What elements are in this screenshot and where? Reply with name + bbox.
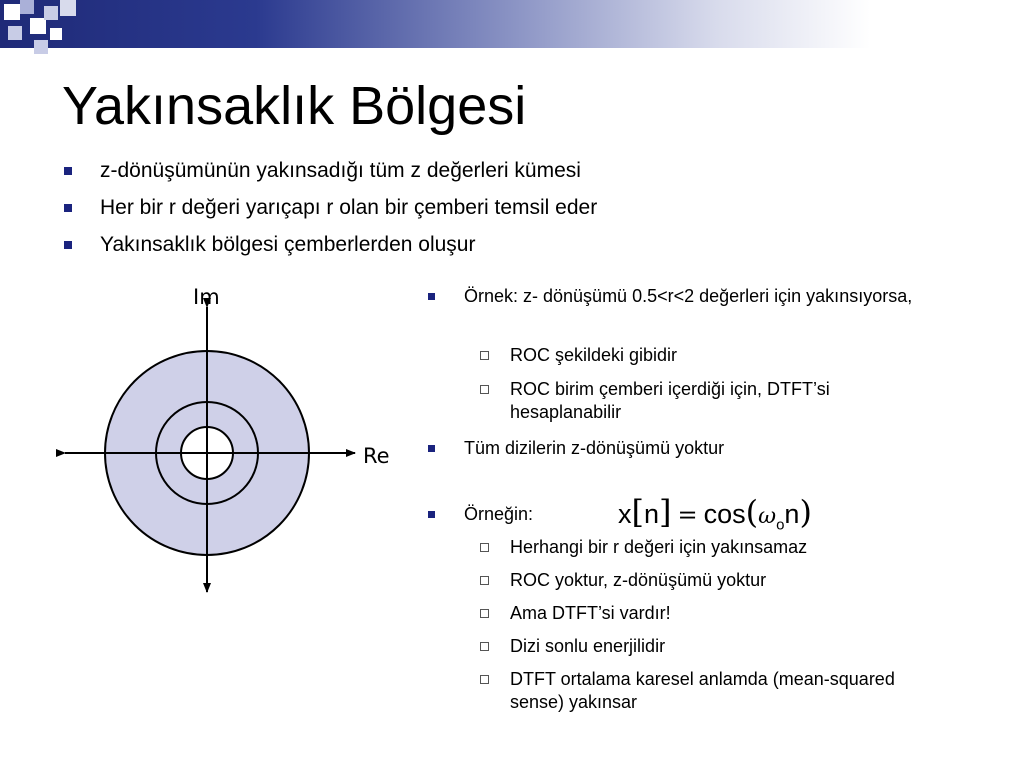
bullet-text: ROC yoktur, z-dönüşümü yoktur xyxy=(510,570,767,590)
square-bullet-icon xyxy=(428,511,435,518)
formula-func: cos xyxy=(703,499,746,529)
bullet-item xyxy=(62,195,597,232)
formula-subscript: o xyxy=(776,516,785,534)
bullet-item xyxy=(62,158,597,195)
formula-arg: n xyxy=(784,499,800,529)
formula-open-paren: ( xyxy=(745,493,759,531)
formula-var: n xyxy=(643,499,660,529)
hollow-square-bullet-icon xyxy=(480,609,489,618)
sub-bullet-item xyxy=(428,668,930,714)
bullet-text: Dizi sonlu enerjilidir xyxy=(510,636,666,656)
square-bullet-icon xyxy=(64,204,72,212)
sub-bullet-item xyxy=(428,378,930,424)
formula-close-bracket: ] xyxy=(659,493,672,531)
bullet-text: Örnek: z- dönüşümü 0.5<r<2 değerleri için yakınsıyorsa, xyxy=(464,286,913,306)
im-axis-label: Im xyxy=(193,285,220,309)
bullet-item xyxy=(428,437,924,460)
hollow-square-bullet-icon xyxy=(480,385,489,394)
bullet-text: DTFT ortalama karesel anlamda (mean-squared sense) yakınsar xyxy=(510,669,895,712)
hollow-square-bullet-icon xyxy=(480,642,489,651)
sub-bullet-item xyxy=(428,635,930,658)
hollow-square-bullet-icon xyxy=(480,351,489,360)
bullet-item xyxy=(62,232,597,269)
main-bullet-list xyxy=(62,158,597,269)
slide-title: Yakınsaklık Bölgesi xyxy=(62,76,527,136)
formula-equals: = xyxy=(677,501,698,529)
bullet-text: Herhangi bir r değeri için yakınsamaz xyxy=(510,537,808,557)
bullet-text: Yakınsaklık bölgesi çemberlerden oluşur xyxy=(100,233,476,256)
square-bullet-icon xyxy=(64,167,72,175)
re-axis-label: Re xyxy=(363,444,390,468)
sub-bullet-item xyxy=(428,602,930,625)
square-bullet-icon xyxy=(64,241,72,249)
hollow-square-bullet-icon xyxy=(480,576,489,585)
sub-bullet-item xyxy=(428,344,930,367)
bullet-text: z-dönüşümünün yakınsadığı tüm z değerleri kümesi xyxy=(100,159,581,182)
formula-open-bracket: [ xyxy=(631,493,644,531)
bullet-text: Ama DTFT’si vardır! xyxy=(510,603,671,623)
sub-bullet-item xyxy=(428,536,930,559)
sub-bullet-item xyxy=(428,569,930,592)
hollow-square-bullet-icon xyxy=(480,543,489,552)
bullet-text: Örneğin: xyxy=(464,504,534,524)
bullet-text: ROC şekildeki gibidir xyxy=(510,345,678,365)
bullet-item xyxy=(428,285,924,308)
formula-omega: ω xyxy=(758,504,777,529)
bullet-text: Tüm dizilerin z-dönüşümü yoktur xyxy=(464,438,725,458)
bullet-text: Her bir r değeri yarıçapı r olan bir çemberi temsil eder xyxy=(100,196,598,219)
roc-diagram xyxy=(55,280,410,600)
hollow-square-bullet-icon xyxy=(480,675,489,684)
formula-close-paren: ) xyxy=(799,493,812,531)
square-bullet-icon xyxy=(428,293,435,300)
formula-lhs: x xyxy=(618,499,632,529)
bullet-item xyxy=(428,493,924,534)
decorative-squares xyxy=(0,0,80,64)
bullet-text: ROC birim çemberi içerdiği için, DTFT’si hesaplanabilir xyxy=(510,379,830,422)
header-band xyxy=(0,0,1024,48)
square-bullet-icon xyxy=(428,445,435,452)
